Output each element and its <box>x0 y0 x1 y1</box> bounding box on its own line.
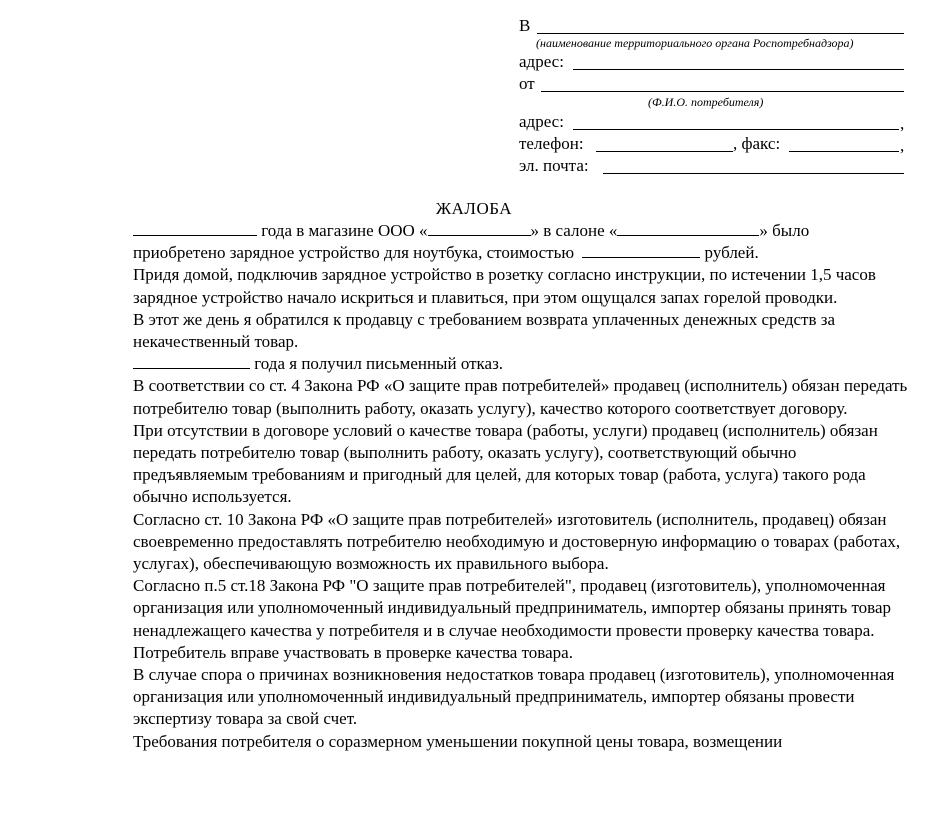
email-field-line[interactable] <box>603 173 904 174</box>
purchase-text-b: » в салоне « <box>530 221 618 240</box>
paragraph-purchase <box>133 220 908 264</box>
phone-label: телефон: <box>519 134 584 153</box>
purchase-text-line2: приобретено зарядное устройство для ноутбука, стоимостью <box>133 243 575 263</box>
from-field-line[interactable] <box>541 91 904 92</box>
complaint-body <box>133 220 908 753</box>
to-label: В <box>519 16 531 35</box>
paragraph-article-4: В соответствии со ст. 4 Закона РФ «О защите прав потребителей» продавец (исполнитель) обязан передать потребителю товар (выполнить работу, оказать услугу), качество которого соответствует договору. <box>133 376 908 418</box>
address-field-line[interactable] <box>573 69 904 70</box>
consumer-address-field-line[interactable] <box>573 129 899 130</box>
fax-field-line[interactable] <box>789 151 899 152</box>
purchase-text-a: года в магазине ООО « <box>261 221 428 240</box>
document-title: ЖАЛОБА <box>435 199 513 218</box>
consumer-address-label: адрес: <box>519 112 564 131</box>
paragraph-price-reduction: Требования потребителя о соразмерном уменьшении покупной цены товара, возмещении <box>133 731 783 751</box>
address-label: адрес: <box>519 52 564 71</box>
paragraph-quality: При отсутствии в договоре условий о качестве товара (работы, услуги) продавец (исполнитель) обязан передать потребителю товар (выполнить работу, оказать услугу), соответствующий обычно предъявляемым требованиям и пригодный для целей, для которых товар (работа, услуга) такого рода обычно используется. <box>133 420 878 507</box>
from-field-note: (Ф.И.О. потребителя) <box>648 95 764 109</box>
address-comma: , <box>900 114 905 133</box>
fax-label: , факс: <box>733 134 781 153</box>
price-blank[interactable] <box>582 243 700 258</box>
paragraph-defect: Придя домой, подключив зарядное устройство в розетку согласно инструкции, по истечении 1,5 часов зарядное устройство начало искриться и плавиться, при этом ощущался запах горелой проводки. <box>133 265 876 307</box>
to-field-line[interactable] <box>537 33 904 34</box>
paragraph-dispute: В случае спора о причинах возникновения недостатков товара продавец (изготовитель), уполномоченная организация или уполномоченный индивидуальный предприниматель, импортер обязаны провести экспертизу товара за свой счет. <box>133 665 895 729</box>
fax-comma: , <box>900 136 905 155</box>
paragraph-article-10: Согласно ст. 10 Закона РФ «О защите прав потребителей» изготовитель (исполнитель, продавец) обязан своевременно предоставлять потребителю необходимую и достоверную информацию о товарах (работах, услугах), обеспечивающую возможность их правильного выбора. <box>133 509 901 574</box>
date-blank[interactable] <box>133 221 257 236</box>
store-name-blank[interactable] <box>428 221 531 236</box>
to-field-note: (наименование территориального органа Роспотребнадзора) <box>536 36 854 50</box>
currency-text: рублей. <box>704 243 759 263</box>
refusal-date-blank[interactable] <box>133 354 250 369</box>
paragraph-request: В этот же день я обратился к продавцу с требованием возврата уплаченных денежных средств за некачественный товар. <box>133 309 835 352</box>
purchase-text-c: » было <box>759 221 810 240</box>
phone-field-line[interactable] <box>596 151 733 152</box>
salon-name-blank[interactable] <box>617 221 759 236</box>
email-label: эл. почта: <box>519 156 589 175</box>
refusal-text: года я получил письменный отказ. <box>254 354 504 374</box>
from-label: от <box>519 74 535 93</box>
paragraph-refusal <box>133 353 908 375</box>
paragraph-article-18: Согласно п.5 ст.18 Закона РФ "О защите прав потребителей", продавец (изготовитель), уполномоченная организация или уполномоченный индивидуальный предприниматель, импортер обязаны принять товар ненадлежащего качества у потребителя и в случае необходимости провести проверку качества товара. Потребитель вправе участвовать в проверке качества товара. <box>133 576 892 662</box>
